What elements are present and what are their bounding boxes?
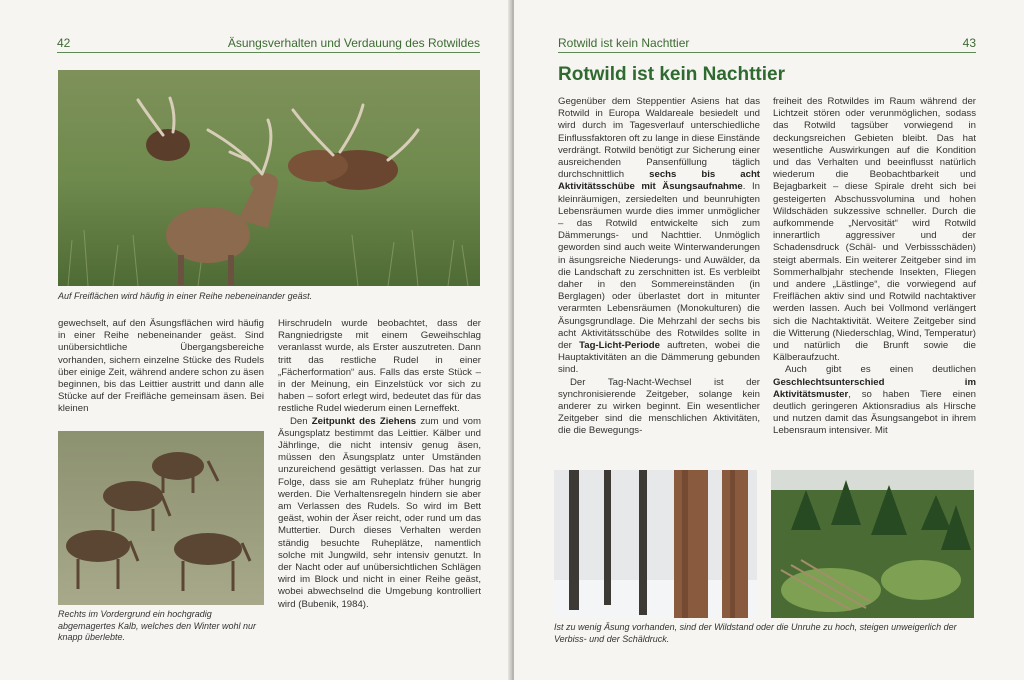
header-rule bbox=[57, 52, 480, 53]
photo-caption: Ist zu wenig Äsung vorhanden, sind der Wildstand oder die Unruhe zu hoch, steigen unweigerlich der Verbiss- und der Schäldruck. bbox=[554, 622, 957, 644]
photo-caption-top: Auf Freiflächen wird häufig in einer Reihe nebeneinander geäst. bbox=[58, 291, 313, 301]
running-head: Äsungsverhalten und Verdauung des Rotwildes bbox=[227, 36, 480, 50]
photo-snow-forest bbox=[554, 470, 757, 618]
paragraph: freiheit des Rotwildes im Raum während der Lichtzeit stören oder verunmöglichen, sodass das Rotwild tagsüber vorwiegend in deckungsreichen Gebieten bleibt. Das hat wesentliche Auswirkungen auf die Kondition und das Verhalten und beeinflusst natürlich wiederum die Beobachtbarkeit und Bejagbarkeit – diese Spirale dreht sich bei gesteigerten Abschussvolumina und hohen Wildschäden sukzessive schneller. Durch die aufkommende „Nervosität“ wird Rotwild innerartlich aggressiver und der Schadensdruck (Schäl- und Verbissschäden) steigt abermals. Ein weiterer Zeitgeber sind im Sommerhalbjahr stechende Insekten, Fliegen und andere „Lästlinge“, die vorwiegend auf Freiflächen aktiv sind und Rotwild nachtaktiver werden lassen. Auch bei Vollmond verlängert sich die Nachtaktivität. Weitere Zeitgeber sind die Witterung (Niederschlag, Wind, Temperatur) und natürlich die Brunft sowie die Kälberaufzucht. bbox=[773, 96, 976, 364]
paragraph: Gegenüber dem Steppentier Asiens hat das Rotwild in Europa Waldareale besiedelt und wird durch im Tagesverlauf unterschiedliche Einflussfaktoren oft zu lange in diese Einstände verdrängt. Rotwild benötigt zur Sicherung einer ausreichenden Pansenfüllung täglich durchschnittlich sechs bis acht Aktivitätsschübe mit Äsungsaufnahme. In kleinräumigen, zersiedelten und beunruhigten Lebensräumen wurde dies immer unmöglicher – das Rotwild entwickelte sich zum Dämmerungs- und Nachttier. Unmöglich geworden sind auch weite Winterwanderungen in äsungsreiche Niederungs- und Auwälder, da die Landschaft zu zerschnitten ist. Es verbleibt daher in den Sommereinständen (in Berglagen) oder überlastet dort in mitunter verarmten Lebensräumen (Monokulturen) die Äsungsgrundlage. Die Mehrzahl der sechs bis acht Aktivitätsschübe des Rotwildes sollte in der Tag-Licht-Periode auftreten, wobei die Hauptaktivitäten an die Dämmerung gebunden sind. bbox=[558, 96, 760, 376]
photo-deer-herd bbox=[58, 431, 264, 605]
right-column-1-text bbox=[558, 96, 760, 438]
left-column-2-text bbox=[278, 318, 481, 611]
running-head: Rotwild ist kein Nachttier bbox=[558, 36, 690, 50]
chapter-title: Rotwild ist kein Nachttier bbox=[558, 64, 785, 85]
photo-caption-bottom: Rechts im Vordergrund ein hochgradig abgemagertes Kalb, welches den Winter wohl nur knapp überlebte. bbox=[58, 609, 257, 642]
header-rule bbox=[558, 52, 976, 53]
page-number: 42 bbox=[57, 36, 71, 50]
paragraph: Auch gibt es einen deutlichen Geschlechtsunterschied im Aktivitätsmuster, so haben Tiere einen deutlich geringeren Aktionsradius als Hirsche und nutzen damit das Äsungsangebot in ihrem Lebensraum intensiver. Mit bbox=[773, 364, 976, 437]
paragraph: Den Zeitpunkt des Ziehens zum und vom Äsungsplatz bestimmt das Leittier. Kälber und Jährlinge, die nicht intensiv genug äsen, müssen den Äsungsplatz unter Umständen unzureichend gesättigt verlassen. Das hat zur Folge, dass sie am Ruheplatz früher hungrig werden. Die Verhaltensregeln hindern sie aber am Verlassen des Rudels. So wird im Bett geäst, wohin der Äser reicht, oder rund um das Muttertier. Durch dieses Verhalten werden ständig besuchte Ruheplätze, namentlich solche mit Jungwild, sehr intensiv genutzt. In der Nacht oder auf unübersichtlichen Schlägen wird im Block und nicht in einer Reihe geäst, wobei abwechselnd die Umgebung kontrolliert wird (Bubenik, 1984). bbox=[278, 415, 481, 610]
right-column-2-text bbox=[773, 96, 976, 438]
page-number: 43 bbox=[962, 36, 976, 50]
right-page bbox=[514, 0, 1024, 680]
photo-deer-meadow bbox=[58, 70, 480, 286]
photo-forest-slope bbox=[771, 470, 974, 618]
paragraph: Hirschrudeln wurde beobachtet, dass der Rangniedrigste mit einem Geweihschlag veranlasst wurde, als Erster auszutreten. Dann tritt das restliche Rudel in einer „Fächerformation“ aus. Falls das erste Stück – in der Meinung, ein Einzelstück vor sich zu haben – sofort erlegt wird, bedeutet das für das restliche Rudel wiederum einen Lerneffekt. bbox=[278, 318, 481, 415]
paragraph: Der Tag-Nacht-Wechsel ist der synchronisierende Zeitgeber, solange kein anderer zu wirken beginnt. Ein wesentlicher Zeitgeber sind die menschlichen Aktivitäten, die die Bewegungs- bbox=[558, 376, 760, 437]
left-column-1-text bbox=[58, 318, 264, 416]
paragraph: gewechselt, auf den Äsungsflächen wird häufig in einer Reihe nebeneinander geäst. Sind unübersichtliche Übergangsbereiche vorhanden, sichern einzelne Stücke des Rudels über einige Zeit, während andere schon zu äsen beginnen, bis das Leittier austritt und dann alle Stücke auf der Freifläche gemeinsam äsen. Bei kleinen bbox=[58, 318, 264, 415]
